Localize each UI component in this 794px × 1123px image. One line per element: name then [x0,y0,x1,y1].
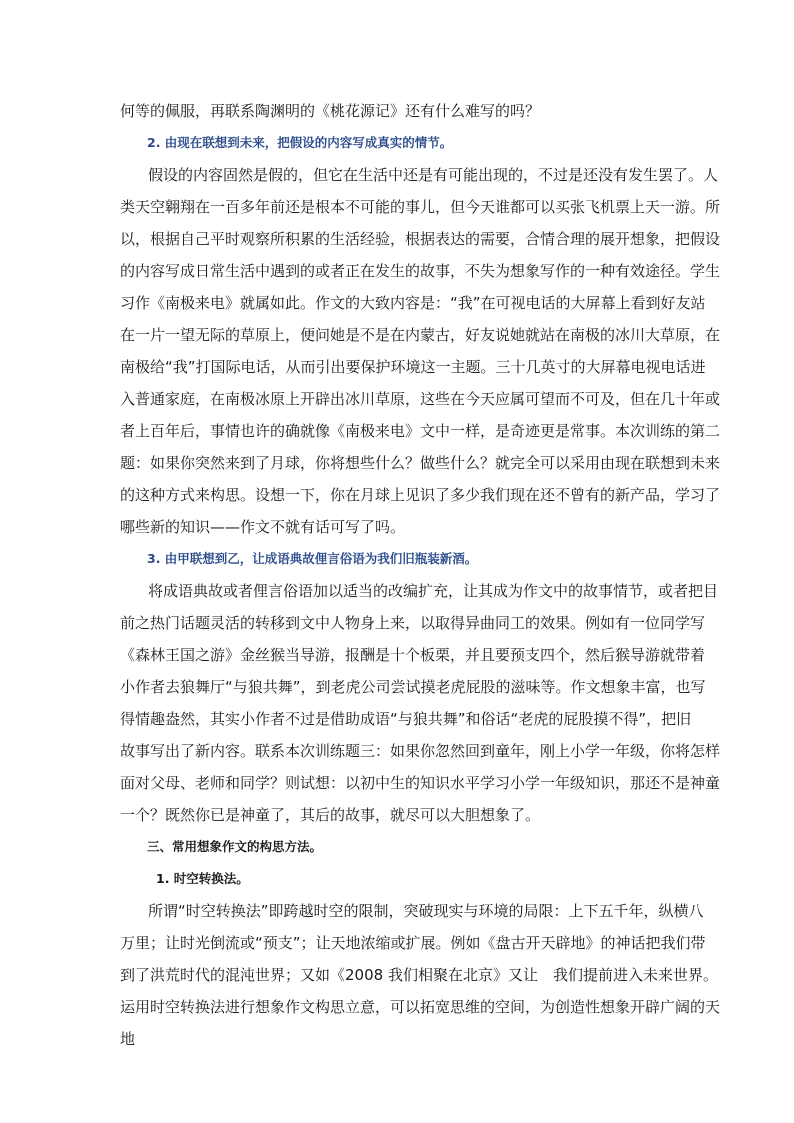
paragraph-line: 的这种方式来构思。设想一下，你在月球上见识了多少我们现在还不曾有的新产品，学习了 [120,486,721,504]
section-heading-3: 三、常用想象作文的构思方法。 [147,839,323,854]
paragraph-line: 何等的佩服，再联系陶渊明的《桃花源记》还有什么难写的吗？ [120,102,541,120]
paragraph-line: 万里；让时光倒流或“预支”；让天地浓缩或扩展。例如《盘古开天辟地》的神话把我们带 [120,934,706,952]
paragraph-line: 所谓“时空转换法”即跨越时空的限制，突破现实与环境的局限：上下五千年，纵横八 [148,902,704,920]
paragraph-line: 《森林王国之游》金丝猴当导游，报酬是十个板栗，并且要预支四个，然后猴导游就带着 [120,646,706,664]
paragraph-line: 一个？既然你已是神童了，其后的故事，就尽可以大胆想象了。 [120,806,541,824]
paragraph-line: 前之热门话题灵活的转移到文中人物身上来，以取得异曲同工的效果。例如有一位同学写 [120,614,706,632]
subheading-time-space: 1. 时空转换法。 [156,871,249,886]
paragraph-line: 小作者去狼舞厅“与狼共舞”，到老虎公司尝试摸老虎屁股的滋味等。作文想象丰富，也写 [120,678,706,696]
paragraph-line: 题：如果你突然来到了月球，你将想些什么？做些什么？就完全可以采用由现在联想到未来 [120,454,721,472]
paragraph-line: 者上百年后，事情也许的确就像《南极来电》文中一样，是奇迹更是常事。本次训练的第二 [120,422,721,440]
paragraph-line: 入普通家庭，在南极冰原上开辟出冰川草原，这些在今天应属可望而不可及，但在几十年或 [120,390,721,408]
paragraph-line: 将成语典故或者俚言俗语加以适当的改编扩充，让其成为作文中的故事情节，或者把目 [148,582,719,600]
paragraph-line: 地 [120,1030,136,1048]
paragraph-line: 面对父母、老师和同学？则试想：以初中生的知识水平学习小学一年级知识，那还不是神童 [120,774,721,792]
paragraph-line: 假设的内容固然是假的，但它在生活中还是有可能出现的，不过是还没有发生罢了。人 [148,166,719,184]
subheading-3: 3. 由甲联想到乙，让成语典故俚言俗语为我们旧瓶装新酒。 [147,551,478,566]
paragraph-line: 到了洪荒时代的混沌世界；又如《2008 我们相聚在北京》又让 我们提前进入未来世界。 [120,966,718,984]
paragraph-line: 哪些新的知识——作文不就有话可写了吗。 [120,518,406,536]
paragraph-line: 习作《南极来电》就属如此。作文的大致内容是：“我”在可视电话的大屏幕上看到好友站 [120,294,706,312]
subheading-2: 2. 由现在联想到未来，把假设的内容写成真实的情节。 [147,135,453,150]
paragraph-line: 南极给“我”打国际电话，从而引出要保护环境这一主题。三十几英寸的大屏幕电视电话进 [120,358,706,376]
paragraph-line: 的内容写成日常生活中遇到的或者正在发生的故事，不失为想象写作的一种有效途径。学生 [120,262,721,280]
paragraph-line: 故事写出了新内容。联系本次训练题三：如果你忽然回到童年，刚上小学一年级，你将怎样 [120,742,721,760]
paragraph-line: 类天空翱翔在一百多年前还是根本不可能的事儿，但今天谁都可以买张飞机票上天一游。所 [120,198,721,216]
paragraph-line: 得情趣盎然，其实小作者不过是借助成语“与狼共舞”和俗话“老虎的屁股摸不得”，把旧 [120,710,692,728]
paragraph-line: 以，根据自己平时观察所积累的生活经验，根据表达的需要，合情合理的展开想象，把假设 [120,230,721,248]
paragraph-line: 在一片一望无际的草原上，便问她是不是在内蒙古，好友说她就站在南极的冰川大草原，在 [120,326,721,344]
paragraph-line: 运用时空转换法进行想象作文构思立意，可以拓宽思维的空间，为创造性想象开辟广阔的天 [120,998,721,1016]
